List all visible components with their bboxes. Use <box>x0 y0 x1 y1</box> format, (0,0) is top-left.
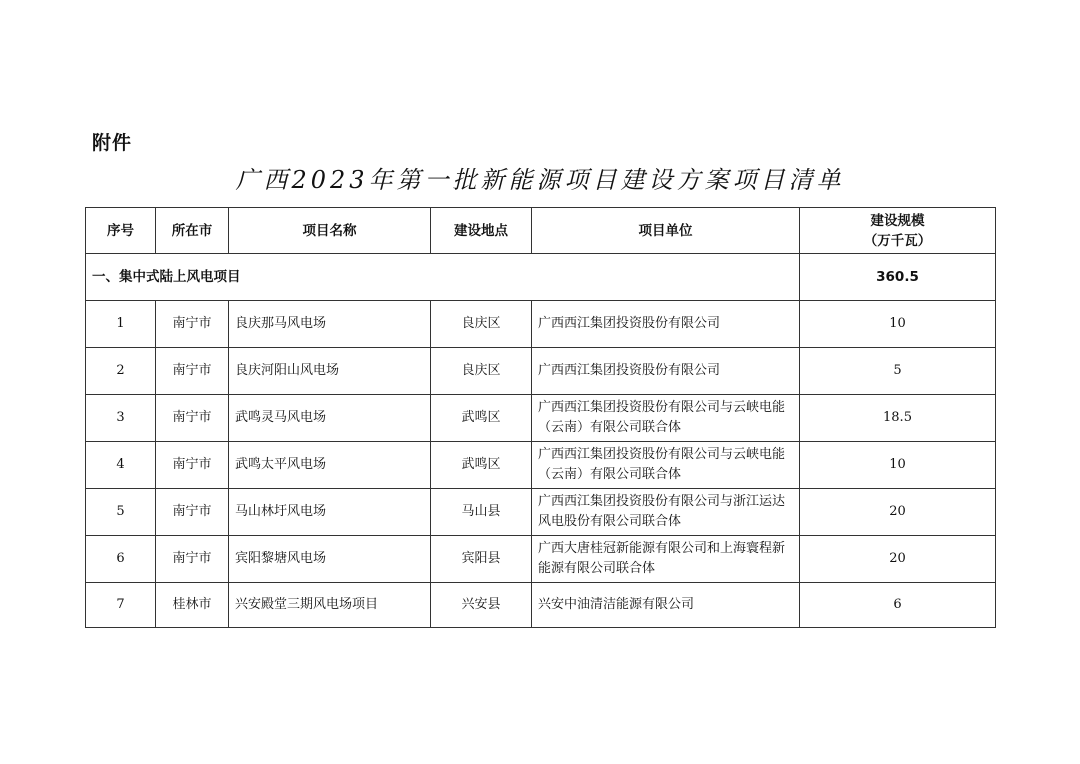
table-row <box>86 489 996 536</box>
row-project-name: 宾阳黎塘风电场 <box>229 536 431 583</box>
row-no: 2 <box>86 348 156 395</box>
row-no: 7 <box>86 583 156 628</box>
row-site: 良庆区 <box>431 348 532 395</box>
row-city: 南宁市 <box>156 301 229 348</box>
row-city: 南宁市 <box>156 348 229 395</box>
table-row <box>86 536 996 583</box>
row-no: 4 <box>86 442 156 489</box>
row-site: 良庆区 <box>431 301 532 348</box>
row-project-unit: 广西西江集团投资股份有限公司与云峡电能（云南）有限公司联合体 <box>532 442 800 489</box>
row-project-unit: 广西西江集团投资股份有限公司 <box>532 348 800 395</box>
row-no: 5 <box>86 489 156 536</box>
row-project-name: 良庆那马风电场 <box>229 301 431 348</box>
header-scale-line1: 建设规模 <box>870 212 925 229</box>
header-scale-line2: （万千瓦） <box>863 232 932 249</box>
project-list-table <box>85 207 996 628</box>
row-site: 马山县 <box>431 489 532 536</box>
section-total: 360.5 <box>800 254 996 301</box>
header-city: 所在市 <box>156 208 229 254</box>
row-no: 1 <box>86 301 156 348</box>
document-title: 广西2023年第一批新能源项目建设方案项目清单 <box>235 166 845 194</box>
section-label: 一、集中式陆上风电项目 <box>86 254 800 301</box>
row-project-name: 良庆河阳山风电场 <box>229 348 431 395</box>
row-project-name: 武鸣灵马风电场 <box>229 395 431 442</box>
row-project-name: 武鸣太平风电场 <box>229 442 431 489</box>
table-row <box>86 442 996 489</box>
row-project-unit: 广西西江集团投资股份有限公司与云峡电能（云南）有限公司联合体 <box>532 395 800 442</box>
table-row <box>86 583 996 628</box>
row-project-name: 马山林圩风电场 <box>229 489 431 536</box>
header-site: 建设地点 <box>431 208 532 254</box>
header-project-unit: 项目单位 <box>532 208 800 254</box>
row-project-unit: 广西大唐桂冠新能源有限公司和上海寰程新能源有限公司联合体 <box>532 536 800 583</box>
table-row <box>86 395 996 442</box>
row-city: 南宁市 <box>156 395 229 442</box>
table-row <box>86 301 996 348</box>
row-scale: 10 <box>800 442 996 489</box>
row-city: 南宁市 <box>156 536 229 583</box>
row-site: 武鸣区 <box>431 442 532 489</box>
attachment-label: 附件 <box>92 132 133 154</box>
header-no: 序号 <box>86 208 156 254</box>
row-city: 南宁市 <box>156 489 229 536</box>
row-project-unit: 广西西江集团投资股份有限公司 <box>532 301 800 348</box>
row-scale: 5 <box>800 348 996 395</box>
row-project-unit: 广西西江集团投资股份有限公司与浙江运达风电股份有限公司联合体 <box>532 489 800 536</box>
row-scale: 10 <box>800 301 996 348</box>
row-project-name: 兴安殿堂三期风电场项目 <box>229 583 431 628</box>
row-scale: 6 <box>800 583 996 628</box>
row-scale: 20 <box>800 536 996 583</box>
table-header-row <box>86 208 996 254</box>
row-no: 6 <box>86 536 156 583</box>
row-project-unit: 兴安中油清洁能源有限公司 <box>532 583 800 628</box>
row-site: 兴安县 <box>431 583 532 628</box>
row-no: 3 <box>86 395 156 442</box>
header-project-name: 项目名称 <box>229 208 431 254</box>
row-scale: 20 <box>800 489 996 536</box>
row-city: 南宁市 <box>156 442 229 489</box>
row-scale: 18.5 <box>800 395 996 442</box>
row-site: 武鸣区 <box>431 395 532 442</box>
row-site: 宾阳县 <box>431 536 532 583</box>
section-row <box>86 254 996 301</box>
table-row <box>86 348 996 395</box>
header-scale <box>800 208 996 254</box>
row-city: 桂林市 <box>156 583 229 628</box>
